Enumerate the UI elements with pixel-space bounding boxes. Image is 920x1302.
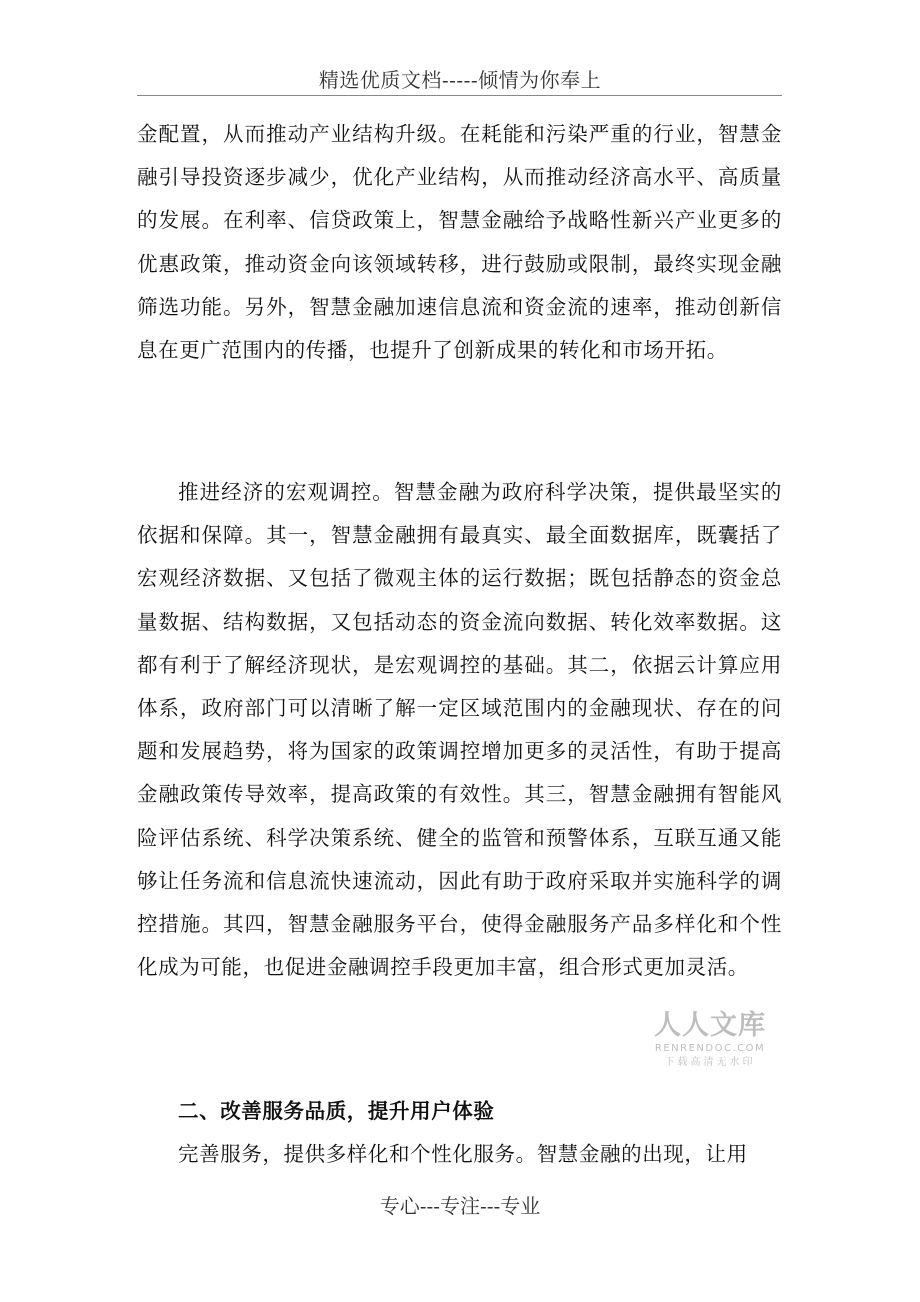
header-divider — [137, 95, 782, 96]
watermark-logo-text: 人人文库 — [654, 1010, 766, 1041]
watermark-tagline: 下载高清无水印 — [664, 1057, 756, 1068]
paragraph-macro-control: 推进经济的宏观调控。智慧金融为政府科学决策，提供最坚实的依据和保障。其一，智慧金融拥有最真实、最全面数据库，既囊括了宏观经济数据、又包括了微观主体的运行数据；既包括静态的资金总量数据、结构数据，又包括动态的资金流向数据、转化效率数据。这都有利于了解经济现状，是宏观调控的基础。其二，依据云计算应用体系，政府部门可以清晰了解一定区域范围内的金融现状、存在的问题和发展趋势，将为国家的政策调控增加更多的灵活性，有助于提高金融政策传导效率，提高政策的有效性。其三，智慧金融拥有智能风险评估系统、科学决策系统、健全的监管和预警体系，互联互通又能够让任务流和信息流快速流动，因此有助于政府采取并实施科学的调控措施。其四，智慧金融服务平台，使得金融服务产品多样化和个性化成为可能，也促进金融调控手段更加丰富，组合形式更加灵活。 — [137, 480, 782, 980]
paragraph-improve-service: 完善服务，提供多样化和个性化服务。智慧金融的出现，让用 — [178, 1142, 748, 1166]
watermark-domain: RENRENDOC.COM — [654, 1043, 766, 1054]
page-footer: 专心---专注---专业 — [379, 1194, 541, 1218]
section-heading: 二、改善服务品质，提升用户体验 — [178, 1099, 495, 1123]
watermark-logo — [645, 1010, 775, 1070]
paragraph-industrial-upgrade: 金配置，从而推动产业结构升级。在耗能和污染严重的行业，智慧金融引导投资逐步减少，优化产业结构，从而推动经济高水平、高质量的发展。在利率、信贷政策上，智慧金融给予战略性新兴产业更多的优惠政策，推动资金向该领域转移，进行鼓励或限制，最终实现金融筛选功能。另外，智慧金融加速信息流和资金流的速率，推动创新信息在更广范围内的传播，也提升了创新成果的转化和市场开拓。 — [137, 122, 782, 363]
page-header: 精选优质文档-----倾情为你奉上 — [318, 68, 602, 92]
